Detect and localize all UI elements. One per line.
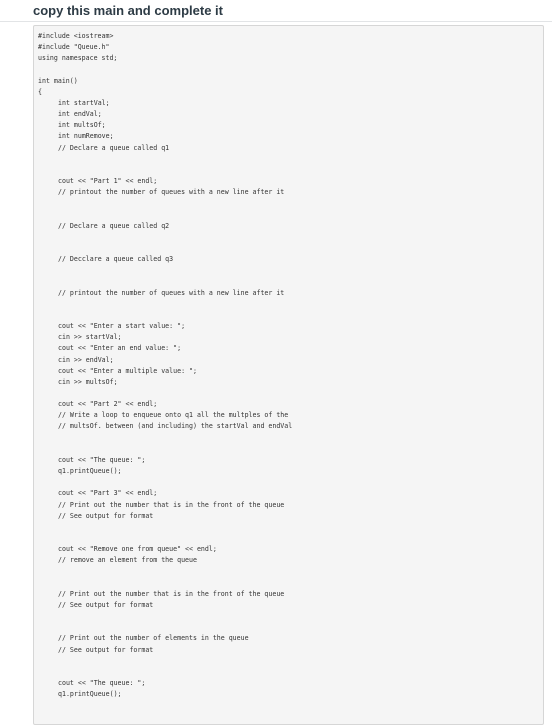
code-line [38, 567, 539, 578]
code-line [38, 388, 539, 399]
code-line [38, 522, 539, 533]
code-line: // See output for format [58, 600, 154, 609]
code-line: // See output for format [58, 645, 154, 654]
code-line: cout << "Enter a start value: "; [58, 322, 186, 331]
code-line: // Print out the number of elements in the queue [58, 634, 249, 643]
code-line [38, 243, 539, 254]
code-line: #include <iostream> [38, 32, 114, 40]
code-line: // Declare a queue called q2 [58, 221, 170, 230]
code-line: cout << "The queue: "; [58, 679, 146, 688]
code-line: // printout the number of queues with a new line after it [58, 188, 285, 197]
page-title: copy this main and complete it [33, 3, 223, 18]
code-line [38, 265, 539, 276]
code-line [38, 276, 539, 287]
code-line: cout << "Remove one from queue" << endl; [58, 545, 217, 554]
code-line: // remove an element from the queue [58, 556, 197, 565]
code-line: // Declare a queue called q1 [58, 143, 170, 152]
code-line [38, 154, 539, 165]
code-line: // Print out the number that is in the front of the queue [58, 500, 285, 509]
code-line: // printout the number of queues with a new line after it [58, 288, 285, 297]
code-line: q1.printQueue(); [58, 467, 122, 476]
code-line: // multsOf. between (and including) the startVal and endVal [58, 422, 293, 431]
code-line: // Print out the number that is in the front of the queue [58, 589, 285, 598]
code-line: cout << "The queue: "; [58, 455, 146, 464]
code-line: { [38, 87, 42, 96]
code-line: int endVal; [58, 110, 102, 119]
code-line [38, 622, 539, 633]
code-line: cout << "Part 2" << endl; [58, 400, 158, 409]
code-line: int numRemove; [58, 132, 114, 141]
code-line: int startVal; [58, 98, 110, 107]
code-block[interactable] [33, 25, 544, 725]
code-line [38, 477, 539, 488]
code-line [38, 198, 539, 209]
code-line: q1.printQueue(); [58, 690, 122, 699]
title-divider [0, 21, 552, 22]
code-line: cin >> endVal; [58, 355, 114, 364]
code-line [38, 232, 539, 243]
code-line [38, 533, 539, 544]
code-line [38, 165, 539, 176]
code-line: // Write a loop to enqueue onto q1 all the multples of the [58, 411, 289, 420]
code-line: cout << "Part 1" << endl; [58, 177, 158, 186]
code-line [38, 667, 539, 678]
code-line [38, 444, 539, 455]
code-line: #include "Queue.h" [38, 43, 110, 52]
code-line [38, 310, 539, 321]
code-lines [38, 31, 539, 700]
code-line [38, 433, 539, 444]
code-line [38, 578, 539, 589]
code-line: cout << "Enter an end value: "; [58, 344, 182, 353]
code-line: // See output for format [58, 511, 154, 520]
code-line [38, 64, 539, 75]
code-line: cout << "Enter a multiple value: "; [58, 366, 197, 375]
code-line: cin >> multsOf; [58, 377, 118, 386]
code-line [38, 299, 539, 310]
code-line: int main() [38, 76, 78, 85]
code-line: int multsOf; [58, 121, 106, 130]
code-line [38, 656, 539, 667]
code-line [38, 210, 539, 221]
code-line: // Decclare a queue called q3 [58, 255, 174, 264]
code-line: cout << "Part 3" << endl; [58, 489, 158, 498]
code-line [38, 611, 539, 622]
code-line: cin >> startVal; [58, 333, 122, 342]
code-line: using namespace std; [38, 54, 118, 63]
